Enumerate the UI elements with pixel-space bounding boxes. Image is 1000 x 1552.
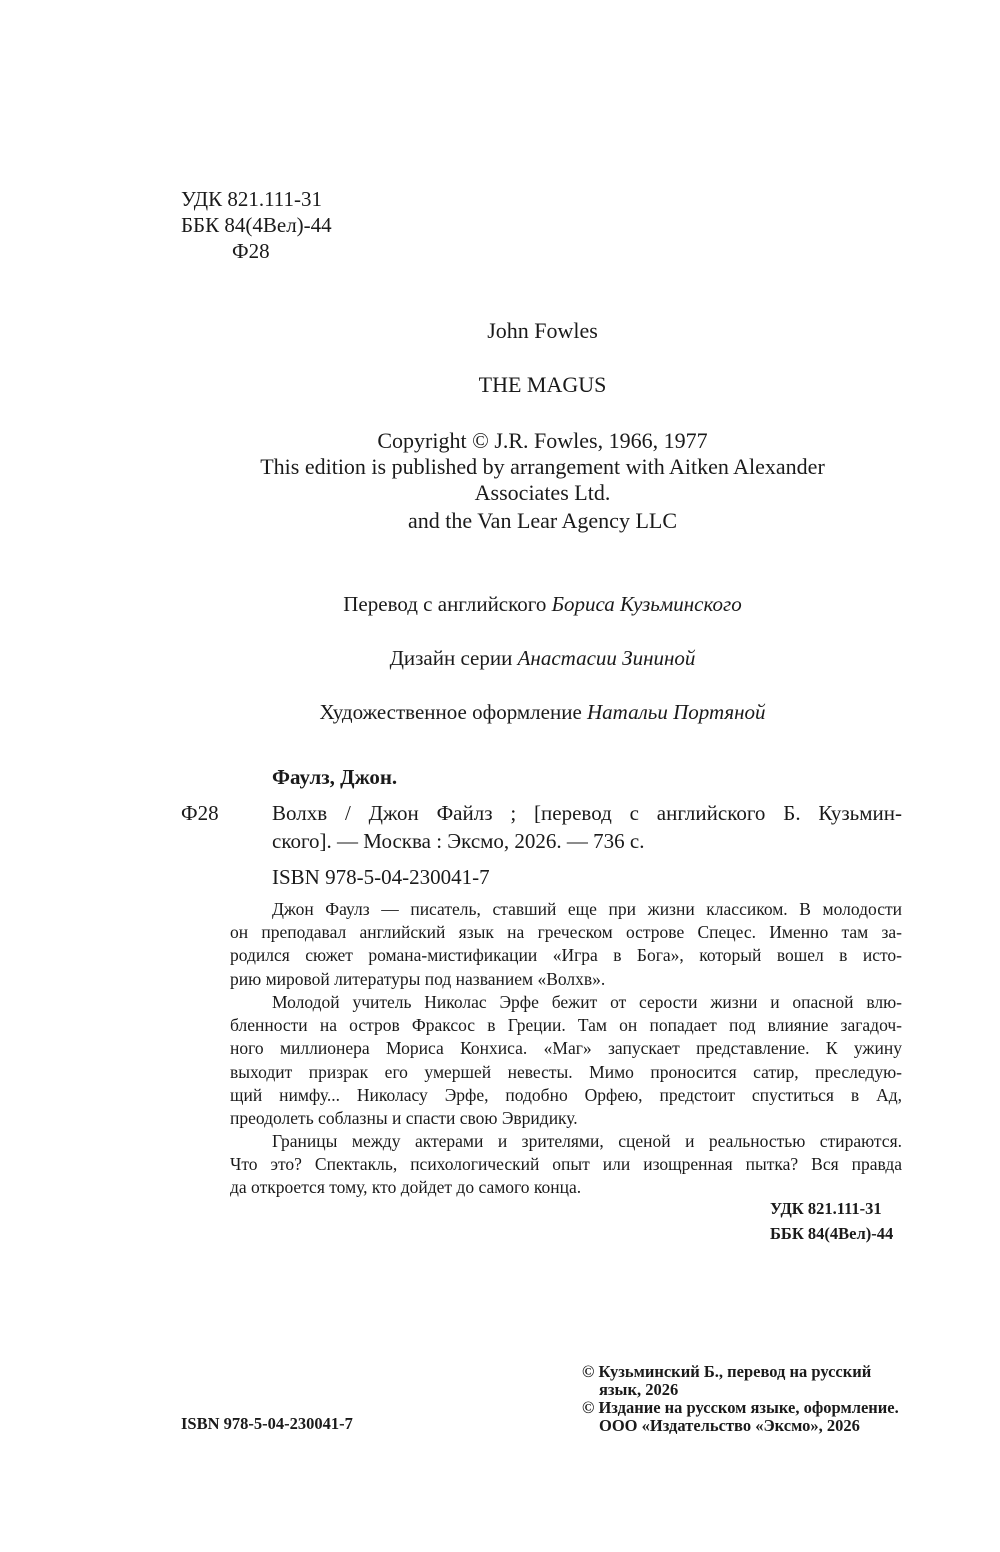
translator-name: Бориса Кузьминского <box>551 592 742 616</box>
bottom-udk: УДК 821.111-31 <box>770 1199 882 1218</box>
series-design-credit <box>0 645 1000 671</box>
annotation-line: бленности на остров Фраксос в Греции. Там он попадает под влияние загадоч- <box>230 1015 902 1036</box>
bottom-bbk: ББК 84(4Вел)-44 <box>770 1224 894 1243</box>
series-designer-name: Анастасии Зининой <box>517 646 696 670</box>
annotation-line: Что это? Спектакль, психологический опыт или изощренная пытка? Вся правда <box>230 1154 902 1175</box>
udk-code: УДК 821.111-31 <box>181 187 323 211</box>
translation-label: Перевод с английского <box>343 592 547 616</box>
copyright-line: Associates Ltd. <box>474 480 611 505</box>
copyright-line: язык, 2026 <box>599 1380 679 1399</box>
copyright-line: © Издание на русском языке, оформление. <box>582 1398 899 1417</box>
copyright-line: ООО «Издательство «Эксмо», 2026 <box>599 1416 860 1435</box>
annotation-line: щий нимфу... Николасу Эрфе, подобно Орфею, предстоит спуститься в Ад, <box>230 1084 902 1105</box>
catalog-sign: Ф28 <box>181 801 219 825</box>
copyright-line: Copyright © J.R. Fowles, 1966, 1977 <box>377 428 708 453</box>
annotation-line: да откроется тому, кто дойдет до самого конца. <box>230 1177 582 1198</box>
annotation-line: родился сюжет романа-мистификации «Игра в Бога», который вошел в исто- <box>230 945 902 966</box>
art-label: Художественное оформление <box>319 700 582 724</box>
copyright-line: and the Van Lear Agency LLC <box>407 508 677 533</box>
catalog-heading: Фаулз, Джон. <box>272 765 398 789</box>
original-title: THE MAGUS <box>478 372 607 397</box>
annotation-line: Границы между актерами и зрителями, сценой и реальностью стираются. <box>272 1131 902 1151</box>
copyright-line: This edition is published by arrangement with Aitken Alexander <box>260 454 825 479</box>
annotation-line: Молодой учитель Николас Эрфе бежит от серости жизни и опасной влю- <box>272 992 902 1012</box>
bottom-isbn: ISBN 978-5-04-230041-7 <box>181 1414 353 1433</box>
copyright-block <box>582 1363 899 1435</box>
annotation-line: он преподавал английский язык на греческом острове Спецес. Именно там за- <box>230 922 902 943</box>
art-credit <box>0 699 1000 725</box>
catalog-isbn: ISBN 978-5-04-230041-7 <box>272 865 490 889</box>
annotation-line: преодолеть соблазны и спасти свою Эвридику. <box>230 1108 578 1129</box>
catalog-entry-line: ского]. — Москва : Эксмо, 2026. — 736 с. <box>272 829 645 853</box>
author-sign: Ф28 <box>232 239 270 263</box>
annotation-line: Джон Фаулз — писатель, ставший еще при жизни классиком. В молодости <box>272 899 902 919</box>
catalog-entry-line: Волхв / Джон Файлз ; [перевод с английского Б. Кузьмин- <box>272 801 902 825</box>
annotation-paragraph <box>230 898 902 991</box>
original-author: John Fowles <box>487 318 598 343</box>
annotation-paragraph <box>230 991 902 1130</box>
annotation-line: выходит призрак его умершей невесты. Мимо проносится сатир, преследую- <box>230 1061 902 1082</box>
annotation-line: ного миллионера Мориса Конхиса. «Маг» запускает представление. К ужину <box>230 1038 902 1059</box>
artist-name: Натальи Портяной <box>587 700 766 724</box>
bbk-code: ББК 84(4Вел)-44 <box>181 213 332 237</box>
copyright-line: © Кузьминский Б., перевод на русский <box>582 1362 872 1381</box>
series-design-label: Дизайн серии <box>389 646 513 670</box>
annotation-paragraph <box>230 1130 902 1200</box>
translation-credit <box>0 591 1000 617</box>
annotation-line: рию мировой литературы под названием «Волхв». <box>230 968 606 989</box>
